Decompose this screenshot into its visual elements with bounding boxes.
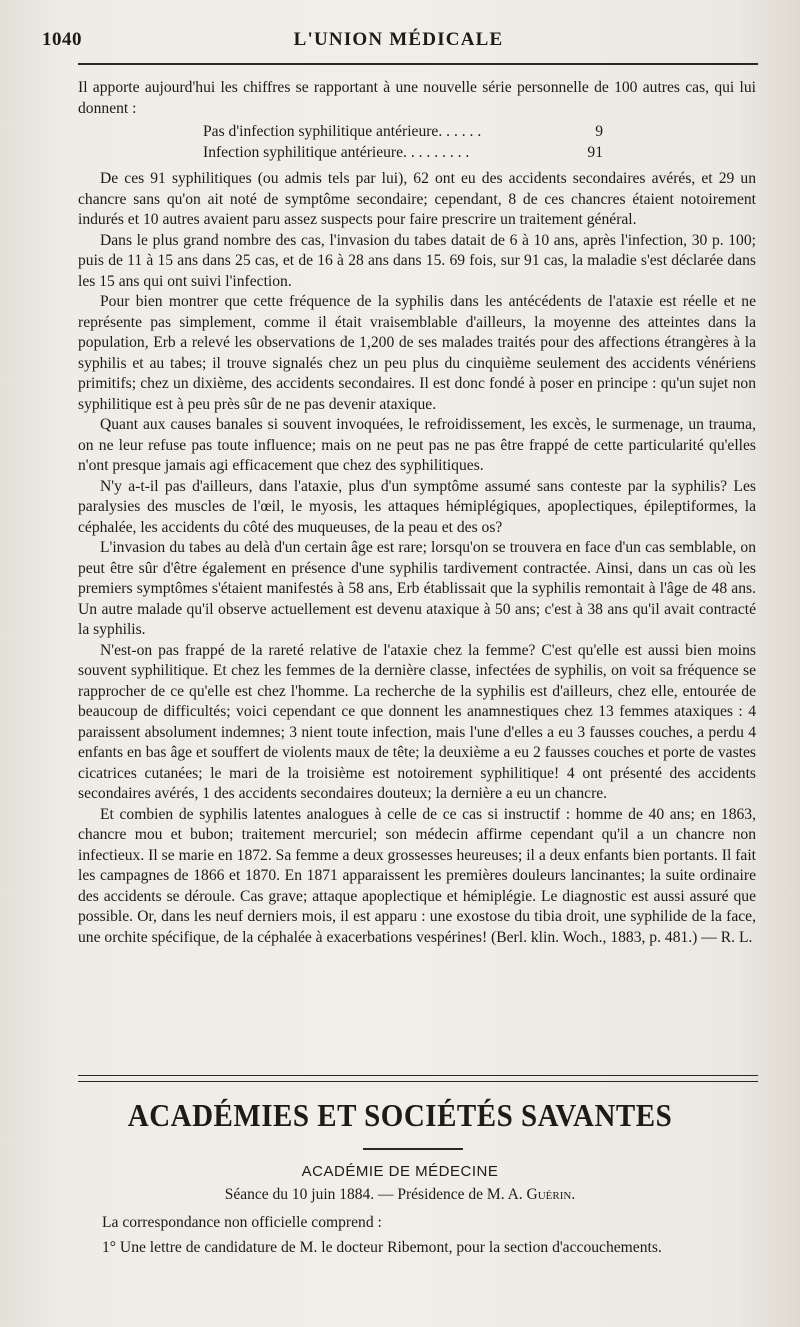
paragraph: N'est-on pas frappé de la rareté relative de l'ataxie chez la femme? C'est qu'elle est aussi bien moins souvent syphilitique. Et chez les femmes de la dernière classe, infectées de syphilis, on voit sa fréquence se rapprocher de ce qu'elle est chez l'homme. La recherche de la syphilis est d'ailleurs, chez elle, entourée de beaucoup de difficultés; voici cependant ce que donnent les anamnestiques chez 13 femmes ataxiques : 4 paraissent absolument indemnes; 3 nient toute infection, mais l'une d'elles a eu 3 fausses couches, a perdu 4 enfants en bas âge et souffert de violents maux de tête; la deuxième a eu 2 fausses couches et porte de vastes cicatrices cutanées; le mari de la troisième est notoirement syphilitique! 4 ont présenté des accidents secondaires avérés, 1 des accidents secondaires douteux; la dernière a eu un chancre. [78,641,756,802]
paragraph: L'invasion du tabes au delà d'un certain âge est rare; lorsqu'on se trouvera en face d'un cas semblable, on peut être sûr d'être également en présence d'une syphilis tardivement contractée. Ainsi, dans un cas où les premiers symptômes s'étaient manifestés à 58 ans, Erb établissait que la syphilis remontait à l'âge de 48 ans. Un autre malade qu'il observe actuellement est devenu ataxique à 50 ans; c'est à 38 ans qu'il avait contracté la syphilis. [78,539,756,638]
section-divider [78,1075,758,1082]
journal-title: L'UNION MÉDICALE [293,29,504,50]
paragraph: Pour bien montrer que cette fréquence de la syphilis dans les antécédents de l'ataxie est réelle et ne représente pas simplement, comme il était vraisemblable d'ailleurs, la moyenne des atteintes dans la population, Erb a relevé les observations de 1,200 de ses malades traités pour des affections étrangères à la syphilis et au tabes; il trouve signalés chez un peu plus du cinquième seulement des accidents vénériens primitifs; chez un dixième, des accidents secondaires. Il est donc fondé à poser en principe : qu'un sujet non syphilitique est à peu près sûr de ne pas devenir ataxique. [78,293,756,413]
correspondence-item: 1° Une lettre de candidature de M. le docteur Ribemont, pour la section d'accouchements. [102,1239,662,1256]
paragraph: Et combien de syphilis latentes analogues à celle de ce cas si instructif : homme de 40 ans; en 1863, chancre mou et bubon; traitement mercuriel; son médecin affirme cependant qu'il a un chancre non infectieux. Il se marie en 1872. Sa femme a deux grossesses heureuses; il a deux enfants bien portants. Il fait les campagnes de 1866 et 1870. En 1871 apparaissent les premières douleurs lancinantes; la suite ordinaire des accidents se déroule. Cas grave; attaque apoplectique et hémiplégie. Le diagnostic est aussi assuré que possible. Or, dans les neuf derniers mois, il est apparu : une exostose du tibia droit, une syphilide de la face, une orchite spécifique, de la céphalée à exacerbations vespérines! (Berl. klin. Woch., 1883, p. 481.) — R. L. [78,805,756,946]
section-title: ACADÉMIES ET SOCIÉTÉS SAVANTES [127,1098,673,1134]
stat-label: Pas d'infection syphilitique antérieure. . . . . . [203,123,482,140]
header-rule [78,63,758,65]
title-rule [363,1148,463,1150]
stat-label: Infection syphilitique antérieure. . . . . . . . . [203,143,470,161]
paragraph: Dans le plus grand nombre des cas, l'invasion du tabes datait de 6 à 10 ans, après l'infection, 30 p. 100; puis de 11 à 15 ans dans 25 cas, et de 16 à 28 ans dans 15. 69 fois, sur 91 cas, la maladie s'est déclarée dans les 15 ans qui ont suivi l'infection. [78,231,756,290]
page-number: 1040 [42,29,82,50]
stat-row [203,143,603,164]
stat-value: 91 [587,143,603,161]
page-header [42,26,755,56]
article-body [78,78,756,948]
statistics-list [203,122,756,163]
paragraph: N'y a-t-il pas d'ailleurs, dans l'ataxie, plus d'un symptôme assumé sans conteste par la syphilis? Les paralysies des muscles de l'œil, le myosis, les attaques hémiplégiques, apoplectiques, épileptiformes, la céphalée, les accidents du côté des muqueuses, de la peau et des os? [78,477,756,536]
session-line [0,1186,800,1204]
session-president: Guérin. [526,1186,576,1203]
paragraph: De ces 91 syphilitiques (ou admis tels par lui), 62 ont eu des accidents secondaires avérés, et 29 un chancre sans qu'on ait noté de symptôme secondaire; cependant, 8 de ces chancres étaient notoirement indurés et 10 autres avaient paru assez suspects pour faire prescrire un traitement général. [78,170,756,228]
stat-row [203,122,603,143]
academy-heading: ACADÉMIE DE MÉDECINE [301,1163,499,1180]
paragraph: Quant aux causes banales si souvent invoquées, le refroidissement, les excès, le surmenage, un trauma, on ne leur refuse pas toute influence; mais on ne peut pas ne pas être frappé de cette particularité qu'elles n'ont presque jamais agi efficacement que chez des syphilitiques. [78,416,756,474]
stat-value: 9 [595,123,603,140]
correspondence-intro: La correspondance non officielle comprend : [102,1214,382,1231]
session-prefix: Séance du 10 juin 1884. — Présidence de M. A. [224,1186,527,1203]
intro-paragraph: Il apporte aujourd'hui les chiffres se rapportant à une nouvelle série personnelle de 100 autres cas, qui lui donnent : [78,79,756,117]
